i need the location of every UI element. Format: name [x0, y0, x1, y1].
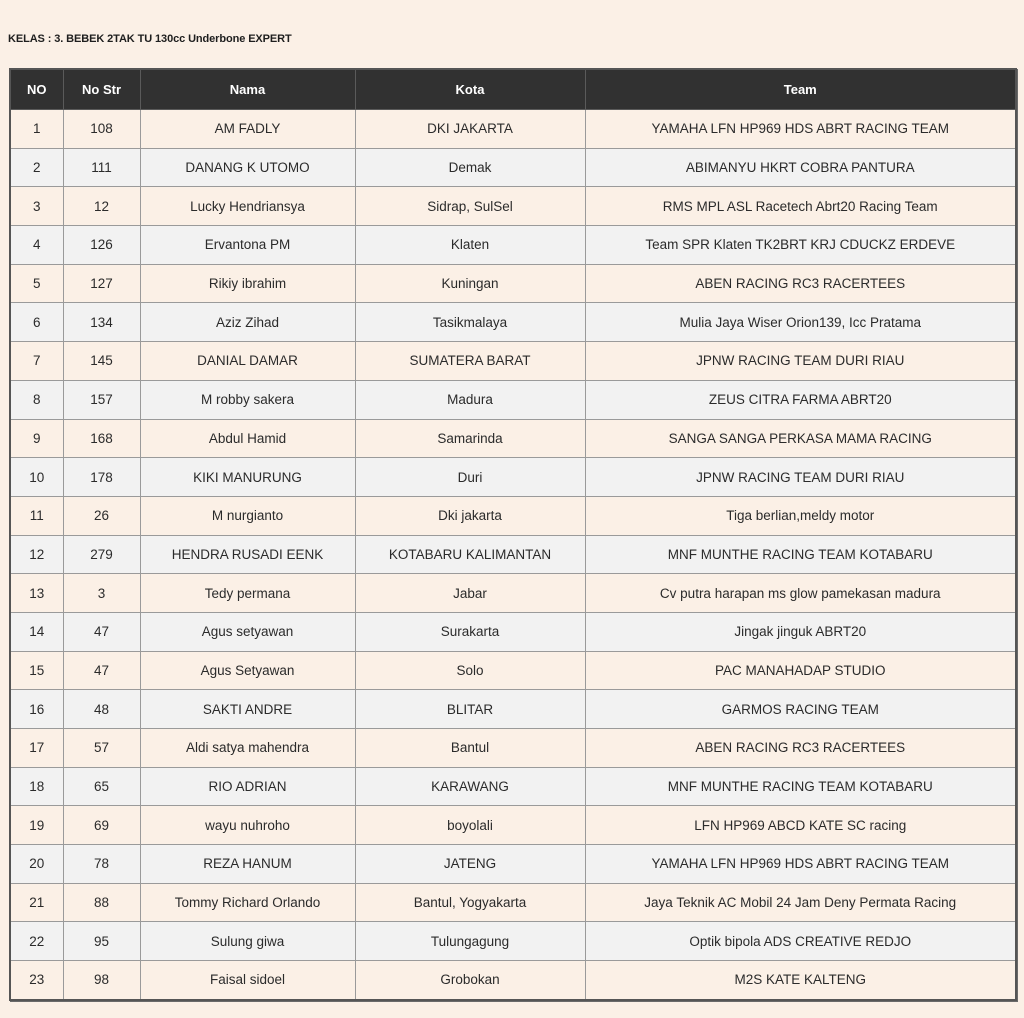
cell-team: JPNW RACING TEAM DURI RIAU [585, 458, 1016, 497]
cell-team: ZEUS CITRA FARMA ABRT20 [585, 380, 1016, 419]
cell-nama: wayu nuhroho [140, 806, 355, 845]
table-row [10, 535, 1016, 574]
cell-team: Optik bipola ADS CREATIVE REDJO [585, 922, 1016, 961]
cell-no-str: 134 [63, 303, 140, 342]
cell-kota: Solo [355, 651, 585, 690]
cell-nama: Agus Setyawan [140, 651, 355, 690]
cell-no: 5 [10, 264, 63, 303]
cell-team: Jaya Teknik AC Mobil 24 Jam Deny Permata Racing [585, 883, 1016, 922]
cell-no: 21 [10, 883, 63, 922]
cell-no: 4 [10, 226, 63, 265]
cell-no-str: 127 [63, 264, 140, 303]
cell-kota: Bantul, Yogyakarta [355, 883, 585, 922]
cell-kota: Samarinda [355, 419, 585, 458]
cell-team: Cv putra harapan ms glow pamekasan madura [585, 574, 1016, 613]
cell-team: RMS MPL ASL Racetech Abrt20 Racing Team [585, 187, 1016, 226]
cell-kota: SUMATERA BARAT [355, 342, 585, 381]
cell-kota: KOTABARU KALIMANTAN [355, 535, 585, 574]
cell-team: ABEN RACING RC3 RACERTEES [585, 729, 1016, 768]
table-row [10, 342, 1016, 381]
table-row [10, 419, 1016, 458]
table-row [10, 496, 1016, 535]
cell-no-str: 26 [63, 496, 140, 535]
table-row [10, 806, 1016, 845]
header-kota: Kota [355, 69, 585, 110]
cell-kota: Bantul [355, 729, 585, 768]
header-team: Team [585, 69, 1016, 110]
cell-no-str: 145 [63, 342, 140, 381]
cell-no-str: 47 [63, 651, 140, 690]
header-no: NO [10, 69, 63, 110]
cell-kota: Duri [355, 458, 585, 497]
cell-no: 11 [10, 496, 63, 535]
cell-nama: Ervantona PM [140, 226, 355, 265]
cell-no-str: 95 [63, 922, 140, 961]
table-row [10, 651, 1016, 690]
cell-team: MNF MUNTHE RACING TEAM KOTABARU [585, 535, 1016, 574]
cell-nama: AM FADLY [140, 110, 355, 149]
cell-kota: Kuningan [355, 264, 585, 303]
cell-nama: Aziz Zihad [140, 303, 355, 342]
cell-no-str: 279 [63, 535, 140, 574]
cell-no: 20 [10, 845, 63, 884]
cell-no: 2 [10, 148, 63, 187]
cell-no-str: 65 [63, 767, 140, 806]
cell-no: 7 [10, 342, 63, 381]
cell-team: LFN HP969 ABCD KATE SC racing [585, 806, 1016, 845]
table-row [10, 767, 1016, 806]
cell-nama: M robby sakera [140, 380, 355, 419]
cell-kota: boyolali [355, 806, 585, 845]
cell-kota: JATENG [355, 845, 585, 884]
cell-no: 17 [10, 729, 63, 768]
cell-kota: Grobokan [355, 961, 585, 1000]
cell-no: 15 [10, 651, 63, 690]
cell-nama: Faisal sidoel [140, 961, 355, 1000]
cell-kota: BLITAR [355, 690, 585, 729]
cell-nama: Aldi satya mahendra [140, 729, 355, 768]
cell-kota: Tasikmalaya [355, 303, 585, 342]
table-row [10, 458, 1016, 497]
table-row [10, 303, 1016, 342]
cell-no: 6 [10, 303, 63, 342]
cell-team: GARMOS RACING TEAM [585, 690, 1016, 729]
cell-kota: Madura [355, 380, 585, 419]
table-row [10, 845, 1016, 884]
cell-nama: SAKTI ANDRE [140, 690, 355, 729]
class-title: KELAS : 3. BEBEK 2TAK TU 130cc Underbone EXPERT [8, 33, 292, 45]
cell-no: 3 [10, 187, 63, 226]
cell-nama: KIKI MANURUNG [140, 458, 355, 497]
cell-no-str: 126 [63, 226, 140, 265]
cell-kota: DKI JAKARTA [355, 110, 585, 149]
cell-no-str: 69 [63, 806, 140, 845]
cell-nama: REZA HANUM [140, 845, 355, 884]
cell-team: JPNW RACING TEAM DURI RIAU [585, 342, 1016, 381]
cell-no-str: 3 [63, 574, 140, 613]
cell-no-str: 108 [63, 110, 140, 149]
table-row [10, 612, 1016, 651]
table-row [10, 922, 1016, 961]
table-row [10, 187, 1016, 226]
cell-team: YAMAHA LFN HP969 HDS ABRT RACING TEAM [585, 110, 1016, 149]
table-row [10, 264, 1016, 303]
cell-nama: Tedy permana [140, 574, 355, 613]
header-nama: Nama [140, 69, 355, 110]
header-row [10, 69, 1016, 110]
cell-kota: Dki jakarta [355, 496, 585, 535]
table-row [10, 961, 1016, 1000]
table-row [10, 883, 1016, 922]
cell-kota: Surakarta [355, 612, 585, 651]
cell-nama: Tommy Richard Orlando [140, 883, 355, 922]
table-row [10, 380, 1016, 419]
cell-no-str: 88 [63, 883, 140, 922]
cell-no: 18 [10, 767, 63, 806]
cell-team: Mulia Jaya Wiser Orion139, Icc Pratama [585, 303, 1016, 342]
cell-no-str: 168 [63, 419, 140, 458]
table-body [10, 110, 1016, 1000]
cell-nama: M nurgianto [140, 496, 355, 535]
table-row [10, 729, 1016, 768]
cell-kota: Sidrap, SulSel [355, 187, 585, 226]
cell-no-str: 48 [63, 690, 140, 729]
cell-team: Team SPR Klaten TK2BRT KRJ CDUCKZ ERDEVE [585, 226, 1016, 265]
cell-no: 10 [10, 458, 63, 497]
cell-no-str: 47 [63, 612, 140, 651]
cell-kota: Jabar [355, 574, 585, 613]
participants-table-container [9, 68, 1015, 1001]
cell-team: YAMAHA LFN HP969 HDS ABRT RACING TEAM [585, 845, 1016, 884]
cell-no: 12 [10, 535, 63, 574]
table-row [10, 226, 1016, 265]
table-row [10, 690, 1016, 729]
cell-no-str: 157 [63, 380, 140, 419]
cell-nama: Agus setyawan [140, 612, 355, 651]
cell-nama: Sulung giwa [140, 922, 355, 961]
cell-kota: KARAWANG [355, 767, 585, 806]
cell-no: 8 [10, 380, 63, 419]
cell-team: PAC MANAHADAP STUDIO [585, 651, 1016, 690]
cell-nama: Rikiy ibrahim [140, 264, 355, 303]
cell-no: 16 [10, 690, 63, 729]
cell-team: M2S KATE KALTENG [585, 961, 1016, 1000]
cell-nama: Abdul Hamid [140, 419, 355, 458]
cell-no-str: 12 [63, 187, 140, 226]
cell-kota: Demak [355, 148, 585, 187]
cell-no: 22 [10, 922, 63, 961]
cell-no-str: 78 [63, 845, 140, 884]
cell-team: ABIMANYU HKRT COBRA PANTURA [585, 148, 1016, 187]
cell-no: 23 [10, 961, 63, 1000]
cell-nama: DANIAL DAMAR [140, 342, 355, 381]
cell-no-str: 111 [63, 148, 140, 187]
cell-no-str: 178 [63, 458, 140, 497]
cell-kota: Klaten [355, 226, 585, 265]
header-no-str: No Str [63, 69, 140, 110]
cell-no: 19 [10, 806, 63, 845]
cell-team: SANGA SANGA PERKASA MAMA RACING [585, 419, 1016, 458]
cell-no-str: 98 [63, 961, 140, 1000]
cell-nama: RIO ADRIAN [140, 767, 355, 806]
table-header [10, 69, 1016, 110]
participants-table [9, 68, 1017, 1001]
table-row [10, 574, 1016, 613]
cell-no: 13 [10, 574, 63, 613]
cell-team: MNF MUNTHE RACING TEAM KOTABARU [585, 767, 1016, 806]
table-row [10, 148, 1016, 187]
cell-team: Jingak jinguk ABRT20 [585, 612, 1016, 651]
cell-no: 14 [10, 612, 63, 651]
cell-nama: Lucky Hendriansya [140, 187, 355, 226]
cell-no: 9 [10, 419, 63, 458]
cell-team: Tiga berlian,meldy motor [585, 496, 1016, 535]
cell-team: ABEN RACING RC3 RACERTEES [585, 264, 1016, 303]
cell-nama: DANANG K UTOMO [140, 148, 355, 187]
cell-nama: HENDRA RUSADI EENK [140, 535, 355, 574]
cell-kota: Tulungagung [355, 922, 585, 961]
cell-no: 1 [10, 110, 63, 149]
table-row [10, 110, 1016, 149]
cell-no-str: 57 [63, 729, 140, 768]
